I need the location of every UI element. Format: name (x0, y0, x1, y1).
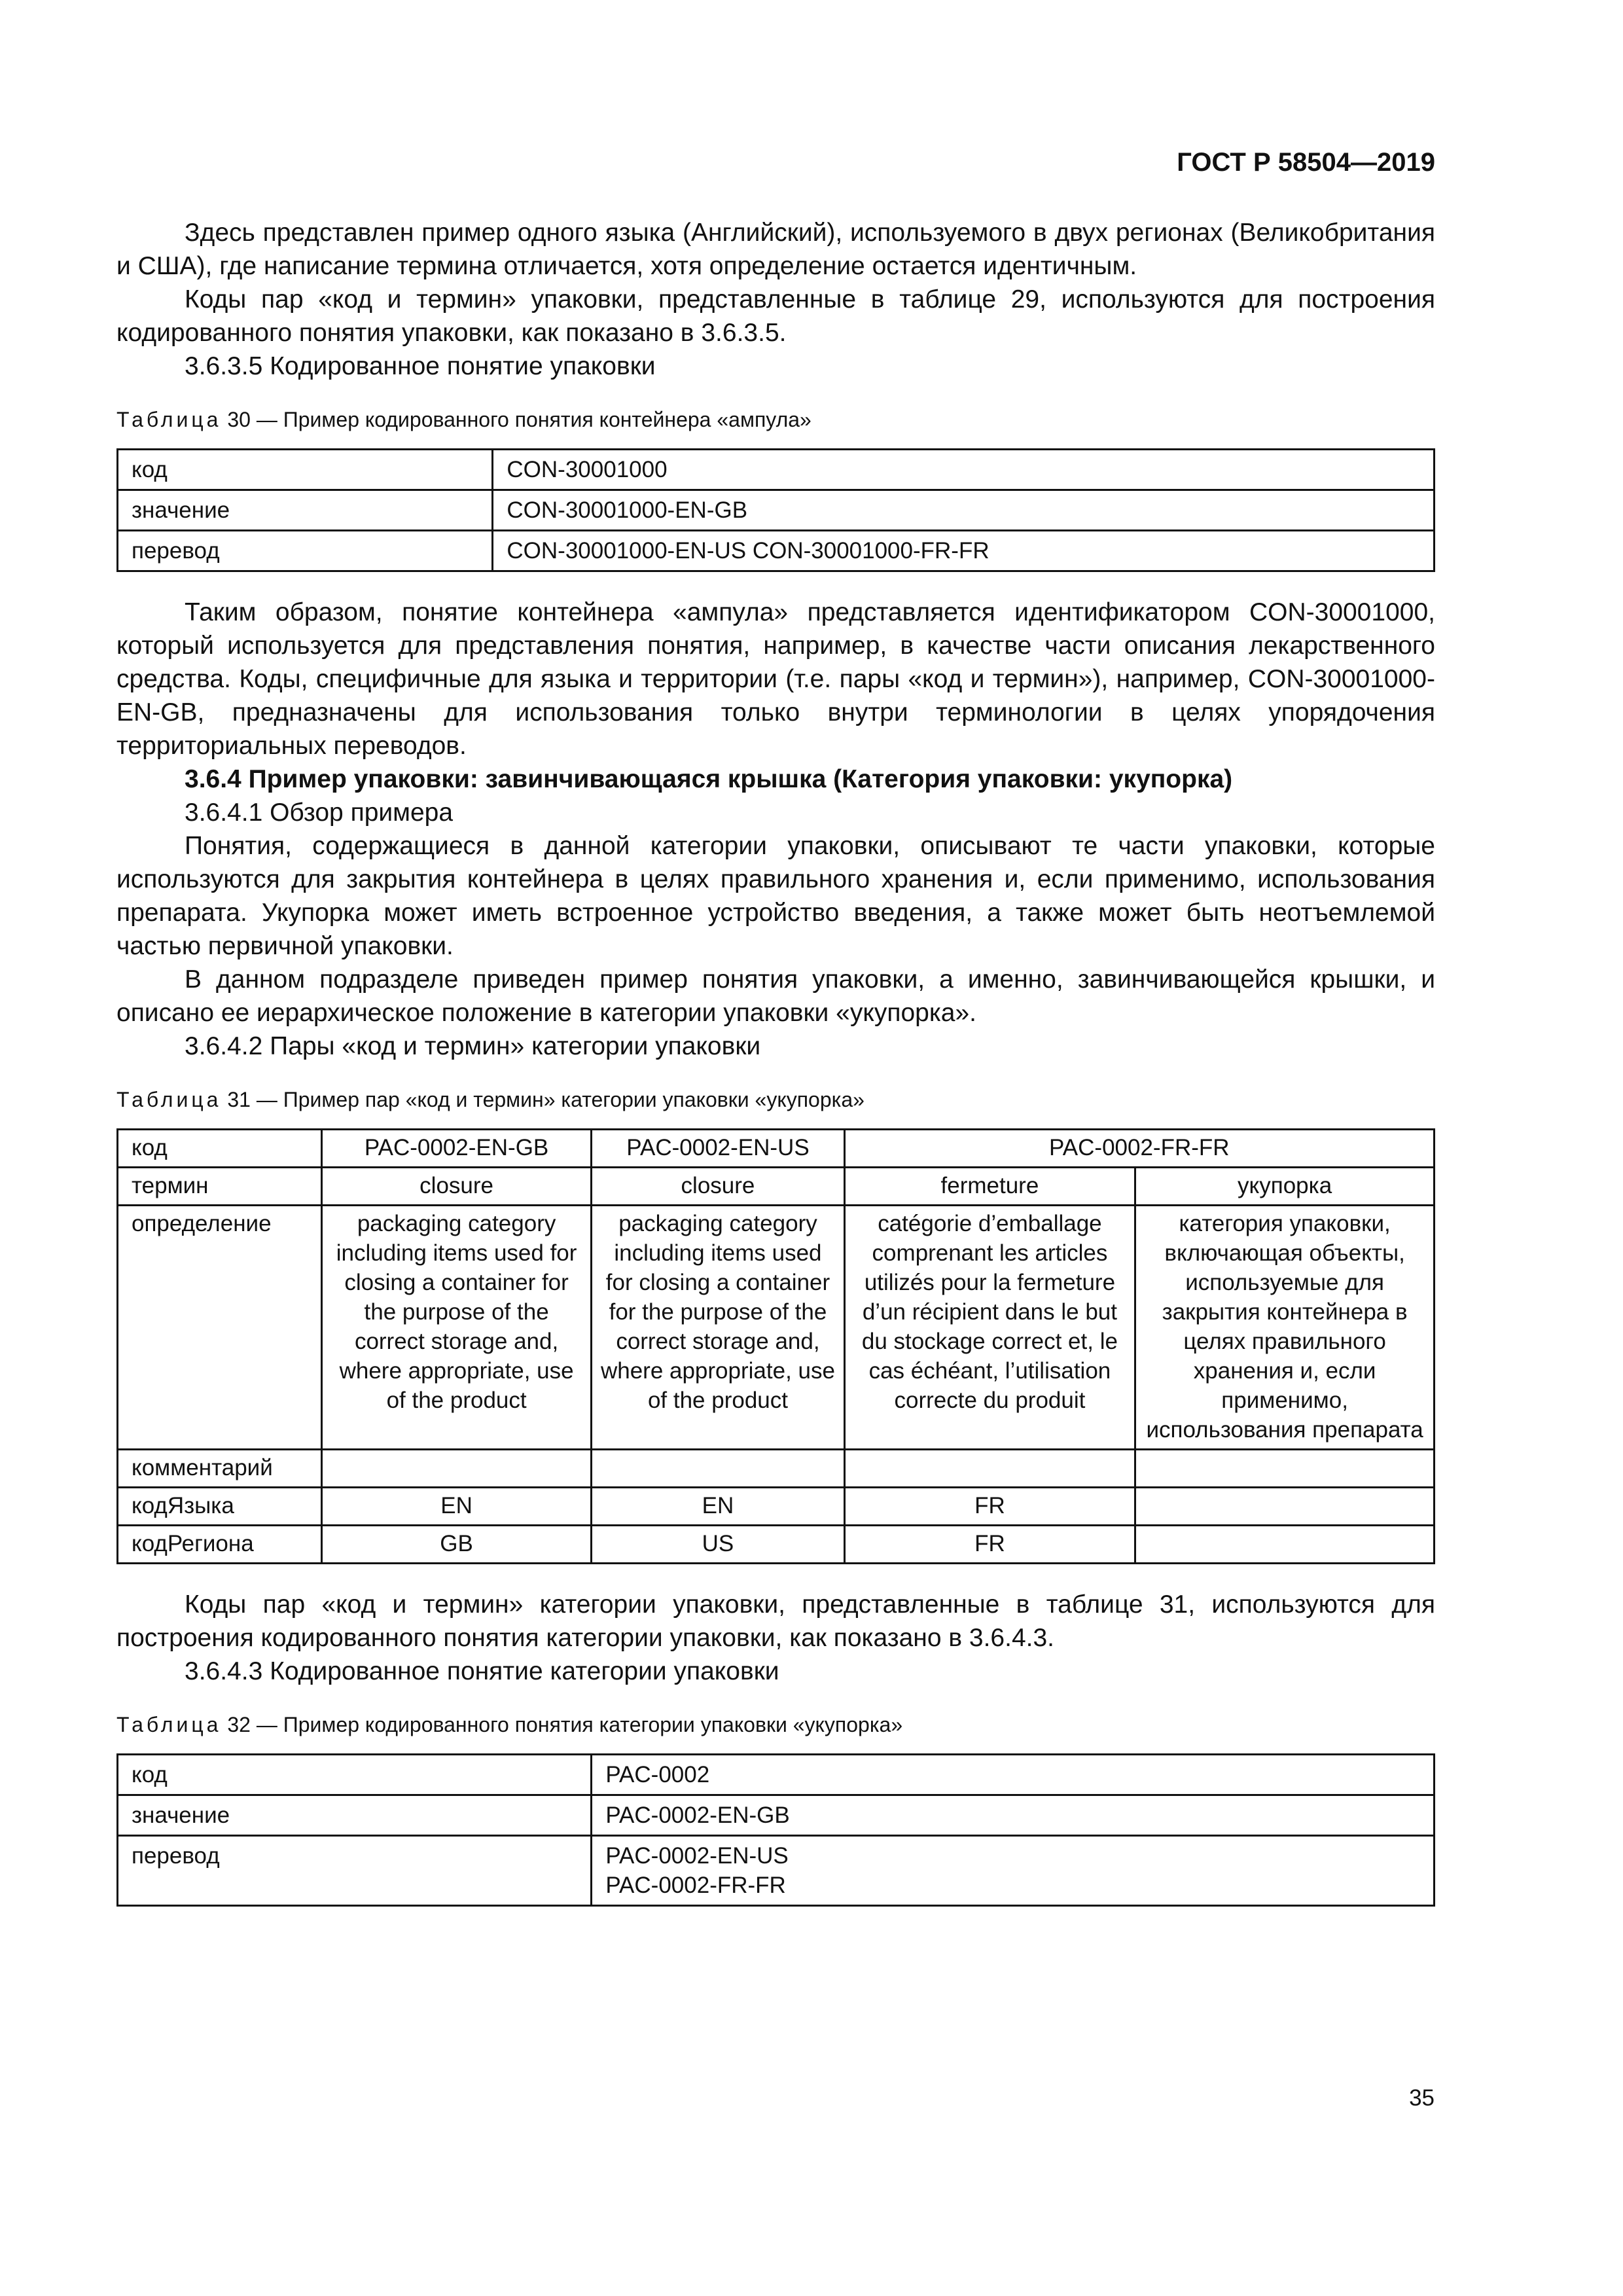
table-row (118, 1168, 1435, 1206)
table-cell: packaging category including items used for closing a container for the purpose of the correct storage and, where appropriate, use of the product (592, 1206, 844, 1450)
section-heading: 3.6.3.5 Кодированное понятие упаковки (185, 352, 656, 380)
table-30 (116, 448, 1435, 572)
table-cell: перевод (118, 531, 493, 571)
paragraph: Коды пар «код и термин» категории упаковки, представленные в таблице 31, используются для построения кодированного понятия категории упаковки, как показано в 3.6.4.3. (116, 1590, 1435, 1652)
page-number: 35 (1409, 2085, 1435, 2111)
table-cell (321, 1450, 591, 1488)
table-row (118, 1836, 1435, 1906)
paragraph: Понятия, содержащиеся в данной категории упаковки, описывают те части упаковки, которые используются для закрытия контейнера в целях правильного хранения и, если применимо, использования препарата. Укупорка может иметь встроенное устройство введения, а также может быть неотъемлемой частью первичной упаковки. (116, 832, 1435, 960)
row-label: термин (118, 1168, 322, 1206)
table-row (118, 531, 1435, 571)
table-cell: PAC-0002-FR-FR (844, 1130, 1434, 1168)
section-heading: 3.6.4 Пример упаковки: завинчивающаяся крышка (Категория упаковки: укупорка) (185, 765, 1233, 793)
table-cell: GB (321, 1526, 591, 1564)
table-31 (116, 1128, 1435, 1564)
table-row (118, 450, 1435, 490)
table-cell: CON-30001000 (493, 450, 1435, 490)
section-heading: 3.6.4.1 Обзор примера (185, 798, 454, 827)
translation-line: PAC-0002-FR-FR (605, 1873, 786, 1898)
table-cell (1135, 1526, 1435, 1564)
table-cell: PAC-0002-EN-GB (321, 1130, 591, 1168)
table-cell: перевод (118, 1836, 592, 1906)
paragraph: Здесь представлен пример одного языка (Английский), используемого в двух регионах (Великобритания и США), где написание термина отличается, хотя определение остается идентичным. (116, 219, 1435, 280)
table-cell: EN (321, 1488, 591, 1526)
table-cell: PAC-0002-EN-GB (592, 1795, 1435, 1836)
document-id: ГОСТ Р 58504—2019 (1177, 148, 1435, 177)
table-cell: fermeture (844, 1168, 1135, 1206)
table-row (118, 1755, 1435, 1795)
table-row (118, 1450, 1435, 1488)
table-32 (116, 1753, 1435, 1907)
paragraph: Таким образом, понятие контейнера «ампула» представляется идентификатором CON-30001000, который используется для представления понятия, например, в качестве части описания лекарственного средства. Коды, специфичные для языка и территории (т.е. пары «код и термин»), например, CON-30001000-EN-GB, предназначены для использования только внутри терминологии в целях упорядочения территориальных переводов. (116, 598, 1435, 760)
table-row (118, 1488, 1435, 1526)
table-cell: closure (321, 1168, 591, 1206)
table-cell: EN (592, 1488, 844, 1526)
row-label: код (118, 1130, 322, 1168)
paragraph: В данном подразделе приведен пример понятия упаковки, а именно, завинчивающейся крышки, и описано ее иерархическое положение в категории упаковки «укупорка». (116, 965, 1435, 1027)
main-content (116, 216, 1435, 1907)
table-row (118, 1206, 1435, 1450)
row-label: определение (118, 1206, 322, 1450)
table-cell: CON-30001000-EN-GB (493, 490, 1435, 531)
table-row (118, 1795, 1435, 1836)
row-label: кодЯзыка (118, 1488, 322, 1526)
table-cell: значение (118, 1795, 592, 1836)
table-cell: код (118, 1755, 592, 1795)
table-cell (592, 1836, 1435, 1906)
table-cell: CON-30001000-EN-US CON-30001000-FR-FR (493, 531, 1435, 571)
table-32-caption: Таблица 32 — Пример кодированного понятия категории упаковки «укупорка» (116, 1713, 903, 1736)
table-row (118, 1526, 1435, 1564)
table-cell (592, 1450, 844, 1488)
section-heading: 3.6.4.3 Кодированное понятие категории упаковки (185, 1657, 779, 1685)
table-row (118, 1130, 1435, 1168)
table-30-caption: Таблица 30 — Пример кодированного понятия контейнера «ампула» (116, 408, 812, 431)
table-cell: catégorie d’emballage comprenant les articles utilizés pour la fermeture d’un récipient dans le but du stockage correct et, le cas échéant, l’utilisation correcte du produit (844, 1206, 1135, 1450)
table-cell: укупорка (1135, 1168, 1435, 1206)
table-cell: packaging category including items used for closing a container for the purpose of the correct storage and, where appropriate, use of the product (321, 1206, 591, 1450)
table-row (118, 490, 1435, 531)
table-cell: closure (592, 1168, 844, 1206)
table-cell: PAC-0002-EN-US (592, 1130, 844, 1168)
table-cell: категория упаковки, включающая объекты, используемые для закрытия контейнера в целях правильного хранения и, если применимо, использования препарата (1135, 1206, 1435, 1450)
table-cell (844, 1450, 1135, 1488)
table-cell (1135, 1450, 1435, 1488)
table-cell: код (118, 450, 493, 490)
table-cell (1135, 1488, 1435, 1526)
section-heading: 3.6.4.2 Пары «код и термин» категории упаковки (185, 1032, 761, 1060)
row-label: комментарий (118, 1450, 322, 1488)
table-cell: US (592, 1526, 844, 1564)
table-31-caption: Таблица 31 — Пример пар «код и термин» категории упаковки «укупорка» (116, 1088, 865, 1111)
row-label: кодРегиона (118, 1526, 322, 1564)
table-cell: значение (118, 490, 493, 531)
table-cell: PAC-0002 (592, 1755, 1435, 1795)
paragraph: Коды пар «код и термин» упаковки, представленные в таблице 29, используются для построения кодированного понятия упаковки, как показано в 3.6.3.5. (116, 285, 1435, 347)
table-cell: FR (844, 1488, 1135, 1526)
translation-line: PAC-0002-EN-US (605, 1843, 789, 1869)
table-cell: FR (844, 1526, 1135, 1564)
